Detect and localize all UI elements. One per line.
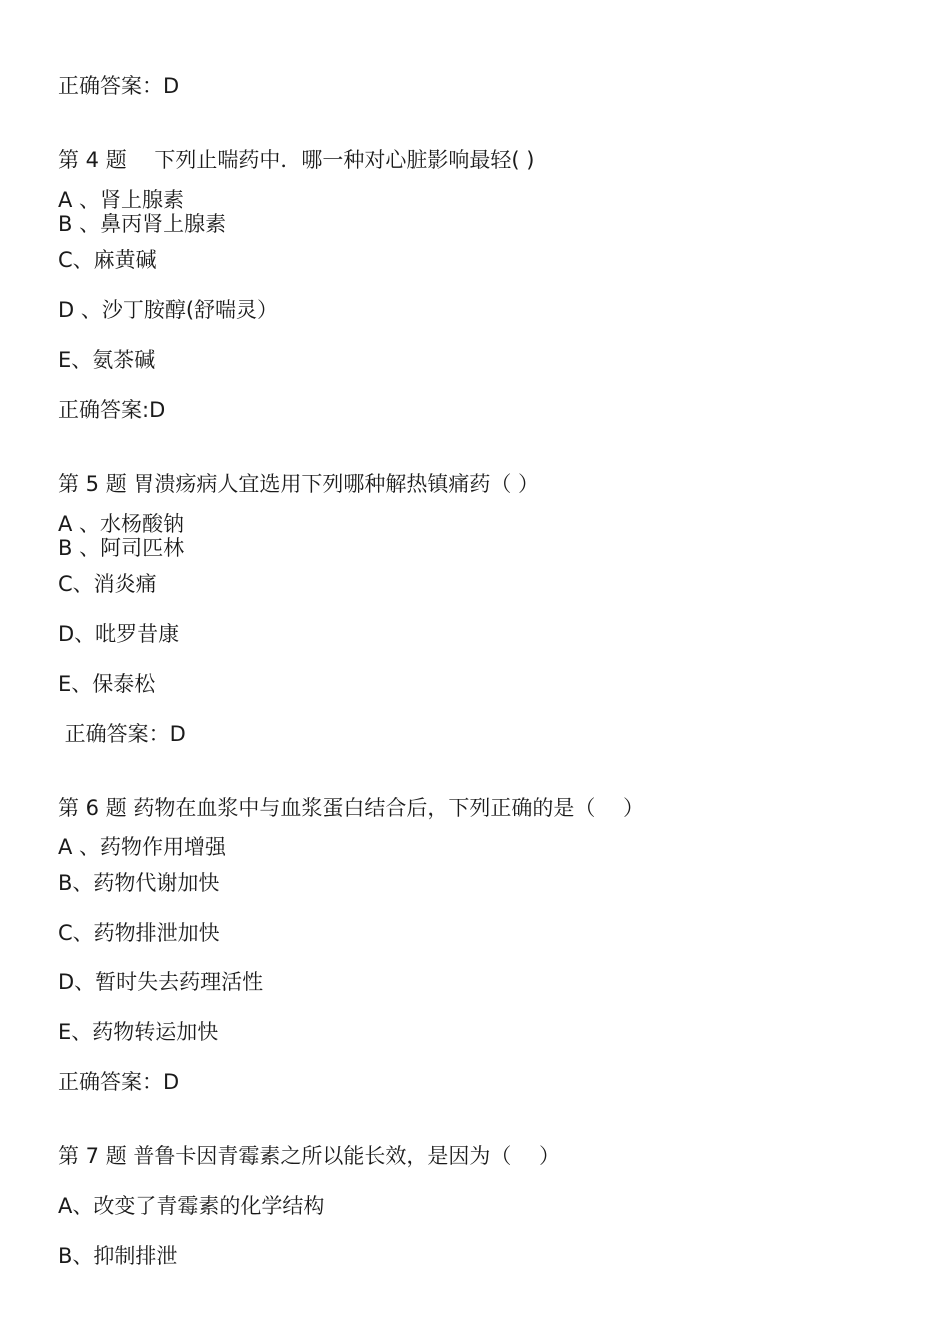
option-d: D 、沙丁胺醇(舒喘灵） (58, 298, 279, 322)
option-e: E、药物转运加快 (58, 1020, 219, 1044)
option-a: A 、水杨酸钠 (58, 512, 185, 536)
option-a: A、改变了青霉素的化学结构 (58, 1194, 325, 1218)
option-a: A 、药物作用增强 (58, 835, 227, 859)
option-c: C、消炎痛 (58, 572, 157, 596)
answer-text: 正确答案：D (58, 722, 186, 746)
answer-text: 正确答案:D (58, 398, 166, 422)
option-e: E、保泰松 (58, 672, 156, 696)
option-b: B 、鼻丙肾上腺素 (58, 212, 227, 236)
option-b: B、抑制排泄 (58, 1244, 178, 1268)
option-b: B 、阿司匹林 (58, 536, 185, 560)
option-e: E、氨茶碱 (58, 348, 156, 372)
option-c: C、药物排泄加快 (58, 921, 220, 945)
option-b: B、药物代谢加快 (58, 871, 220, 895)
option-d: D、吡罗昔康 (58, 622, 180, 646)
option-d: D、暂时失去药理活性 (58, 970, 264, 994)
question-title: 第 6 题 药物在血浆中与血浆蛋白结合后，下列正确的是（ ） (58, 796, 645, 820)
option-a: A 、肾上腺素 (58, 188, 185, 212)
question-title: 第 7 题 普鲁卡因青霉素之所以能长效，是因为（ ） (58, 1144, 561, 1168)
answer-text: 正确答案：D (58, 1070, 180, 1094)
question-title: 第 4 题 下列止喘药中．哪一种对心脏影响最轻( ) (58, 148, 535, 172)
option-c: C、麻黄碱 (58, 248, 157, 272)
answer-text: 正确答案：D (58, 74, 180, 98)
question-title: 第 5 题 胃溃疡病人宜选用下列哪种解热镇痛药（ ） (58, 472, 540, 496)
